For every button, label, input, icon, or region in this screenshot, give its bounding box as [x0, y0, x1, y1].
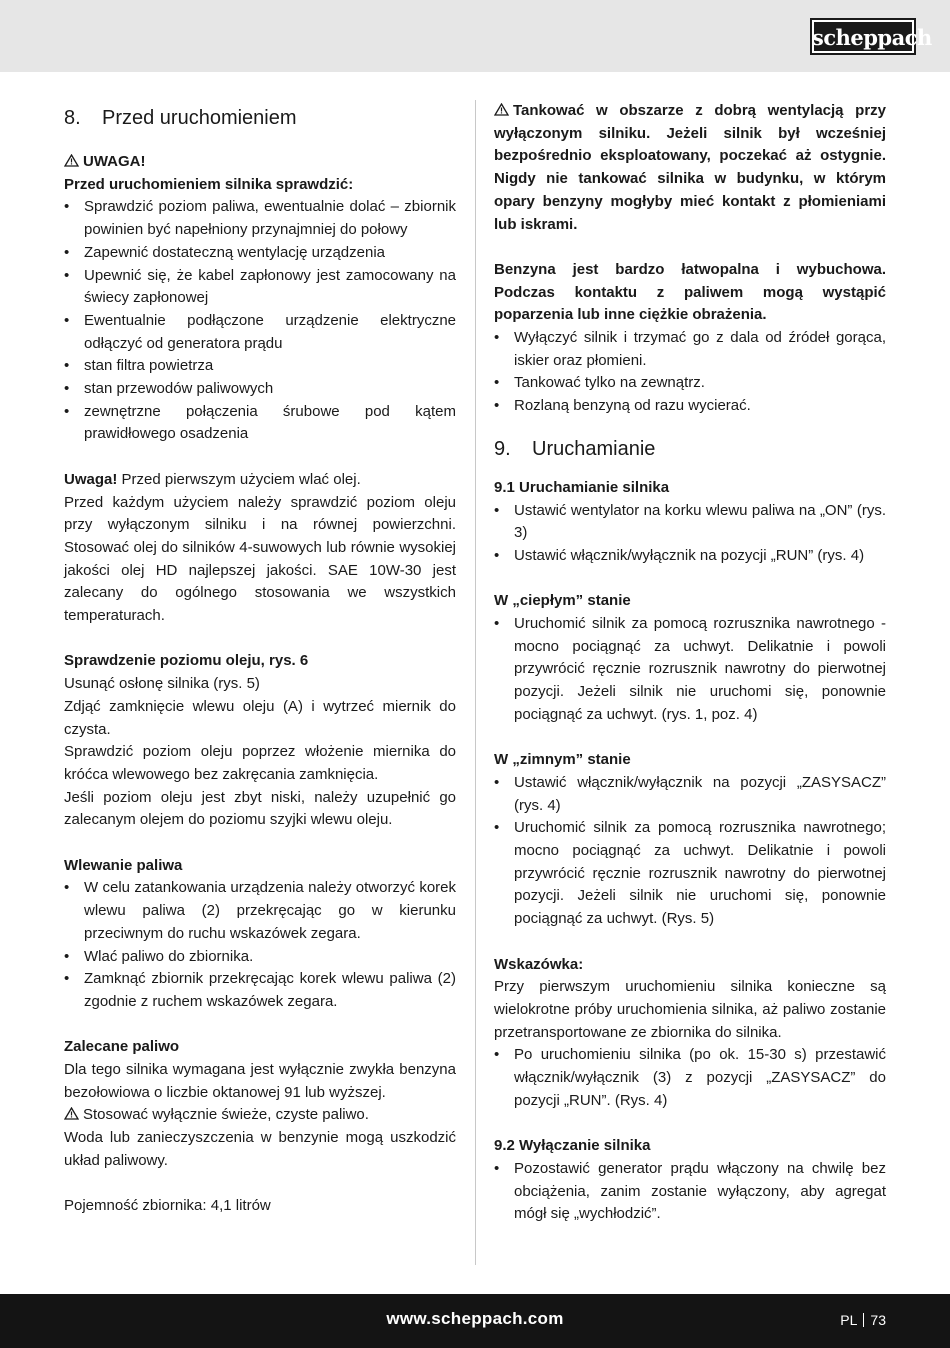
oil-paragraph: Przed każdym użyciem należy sprawdzić poziom oleju przy wyłączonym silniku i na równej powierzchni. Stosować olej do silników 4-suwowych lub równie wysokiej jakości olej HD najlepszej jakości. SAE 10W-30 jest zalecany do ogólnego stosowania we wszystkich temperaturach.: [64, 493, 456, 625]
list-item: • zewnętrzne połączenia śrubowe pod kątem prawidłowego osadzenia: [64, 401, 456, 446]
oil-note-label: Uwaga!: [64, 470, 118, 488]
page-number: 73: [870, 1312, 886, 1328]
check-heading: Przed uruchomieniem silnika sprawdzić:: [64, 175, 354, 193]
list-item: • Zamknąć zbiornik przekręcając korek wlewu paliwa (2) zgodnie z ruchem wskazówek zegara.: [64, 968, 456, 1013]
warning-triangle-icon: [494, 103, 509, 116]
flammable-warning: Benzyna jest bardzo łatwopalna i wybuchowa. Podczas kontaktu z paliwem mogą wystąpić poparzenia lub inne ciężkie obrażenia.: [494, 260, 886, 324]
ventilation-warning-text: Tankować w obszarze z dobrą wentylacją przy wyłączonym silniku. Jeżeli silnik był wcześniej bezpośrednio eksploatowany, poczekać aż ostygnie. Nigdy nie tankować silnika w budynku, w którym opary benzyny mogłyby mieć kontakt z płomieniami lub iskrami.: [494, 102, 886, 233]
list-item: • Ewentualnie podłączone urządzenie elektryczne odłączyć od generatora prądu: [64, 310, 456, 355]
section-number: 8.: [64, 107, 81, 129]
tank-capacity: Pojemność zbiornika: 4,1 litrów: [64, 1197, 271, 1215]
list-item: • Sprawdzić poziom paliwa, ewentualnie dolać – zbiornik powinien być napełniony przynajmniej do połowy: [64, 196, 456, 241]
list-item: • Tankować tylko na zewnątrz.: [494, 372, 886, 395]
oil-level-line: Zdjąć zamknięcie wlewu oleju (A) i wytrzeć miernik do czysta.: [64, 697, 456, 738]
cold-state-heading: W „zimnym” stanie: [494, 751, 631, 769]
language-code: PL: [840, 1312, 858, 1328]
list-item: • Ustawić wentylator na korku wlewu paliwa na „ON” (rys. 3): [494, 500, 886, 545]
warm-state-heading: W „ciepłym” stanie: [494, 592, 631, 610]
ventilation-warning: [494, 100, 886, 236]
section-title: Przed uruchomieniem: [102, 107, 297, 129]
footer-bar: [0, 1294, 950, 1348]
list-item: • Pozostawić generator prądu włączony na chwilę bez obciążenia, zanim zostanie wyłączony, aby agregat mógł się „wychłodzić”.: [494, 1158, 886, 1226]
list-item: • stan filtra powietrza: [64, 355, 456, 378]
oil-level-line: Jeśli poziom oleju jest zbyt niski, należy uzupełnić go zalecanym olejem do poziomu szyjki wlewu oleju.: [64, 788, 456, 829]
flammable-list: [494, 327, 886, 418]
section-heading-8: [64, 105, 456, 131]
recommended-fuel-heading: Zalecane paliwo: [64, 1038, 180, 1056]
list-item: • stan przewodów paliwowych: [64, 378, 456, 401]
warm-list: [494, 613, 886, 727]
oil-level-line: Sprawdzić poziom oleju poprzez włożenie miernika do króćca wlewowego bez zakręcania zamknięcia.: [64, 743, 456, 783]
oil-note-text: Przed pierwszym użyciem wlać olej.: [121, 470, 361, 488]
list-item: • Ustawić włącznik/wyłącznik na pozycji „ZASYSACZ” (rys. 4): [494, 772, 886, 817]
section-number: 9.: [494, 437, 511, 460]
left-column: [64, 100, 456, 1218]
brand-logo: scheppach: [810, 18, 916, 55]
start-list: [494, 500, 886, 568]
list-item: • Zapewnić dostateczną wentylację urządzenia: [64, 242, 456, 265]
list-item: • Wyłączyć silnik i trzymać go z dala od źródeł gorąca, iskier oraz płomieni.: [494, 327, 886, 372]
list-item: • Rozlaną benzyną od razu wycierać.: [494, 395, 886, 418]
stop-heading: 9.2 Wyłączanie silnika: [494, 1137, 651, 1155]
oil-level-line: Usunąć osłonę silnika (rys. 5): [64, 675, 260, 693]
fresh-fuel-text: Stosować wyłącznie świeże, czyste paliwo.: [83, 1106, 369, 1124]
section-title: Uruchamianie: [532, 437, 656, 460]
list-item: • Uruchomić silnik za pomocą rozrusznika nawrotnego; mocno pociągnąć za uchwyt. Delikatnie i powoli przywrócić ręcznie rozrusznik nawrotny do pierwotnej pozycji. Jeżeli silnik nie uruchomi się, ponownie pociągnąć za uchwyt. (Rys. 5): [494, 817, 886, 931]
list-item: • Ustawić włącznik/wyłącznik na pozycji „RUN” (rys. 4): [494, 545, 886, 568]
header-bar: [0, 0, 950, 72]
list-item: • W celu zatankowania urządzenia należy otworzyć korek wlewu paliwa (2) przekręcając go w kierunku przeciwnym do ruchu wskazówek zegara.: [64, 877, 456, 945]
hint-text: Przy pierwszym uruchomieniu silnika konieczne są wielokrotne próby uruchomienia silnika, aż paliwo zostanie przetransportowane ze zbiornika do silnika.: [494, 978, 886, 1041]
list-item: • Uruchomić silnik za pomocą rozrusznika nawrotnego - mocno pociągnąć za uchwyt. Delikatnie i powoli przywrócić ręcznie rozrusznik nawrotny do pierwotnej pozycji. Jeżeli silnik nie uruchomi się, ponownie pociągnąć za uchwyt. (rys. 1, poz. 4): [494, 613, 886, 727]
oil-level-heading: Sprawdzenie poziomu oleju, rys. 6: [64, 652, 309, 670]
list-item: • Po uruchomieniu silnika (po ok. 15-30 s) przestawić włącznik/wyłącznik (3) z pozycji „ZASYSACZ” do pozycji „RUN”. (Rys. 4): [494, 1044, 886, 1112]
stop-list: [494, 1158, 886, 1226]
footer-url[interactable]: www.scheppach.com: [386, 1309, 564, 1328]
hint-heading: Wskazówka:: [494, 955, 584, 973]
recommended-fuel-text: Dla tego silnika wymagana jest wyłącznie zwykła benzyna bezołowiowa o liczbie oktanowej 91 lub wyższej.: [64, 1061, 456, 1101]
water-warning: Woda lub zanieczyszczenia w benzynie mogą uszkodzić układ paliwowy.: [64, 1129, 456, 1169]
hint-list: [494, 1044, 886, 1112]
warning-label: UWAGA!: [83, 153, 146, 170]
warning-line: [64, 151, 456, 174]
warning-triangle-icon: [64, 154, 79, 167]
fresh-fuel-warning: [64, 1104, 456, 1127]
page-indicator: [840, 1309, 886, 1332]
right-column: [494, 100, 886, 1226]
fuel-list: [64, 877, 456, 1013]
section-heading-9: [494, 436, 886, 462]
start-heading: 9.1 Uruchamianie silnika: [494, 478, 670, 496]
check-list: [64, 196, 456, 446]
list-item: • Upewnić się, że kabel zapłonowy jest zamocowany na świecy zapłonowej: [64, 265, 456, 310]
cold-list: [494, 772, 886, 931]
list-item: • Wlać paliwo do zbiornika.: [64, 946, 456, 969]
oil-note: [64, 469, 456, 492]
column-divider: [475, 100, 476, 1265]
warning-triangle-icon: [64, 1107, 79, 1120]
fuel-heading: Wlewanie paliwa: [64, 856, 183, 874]
